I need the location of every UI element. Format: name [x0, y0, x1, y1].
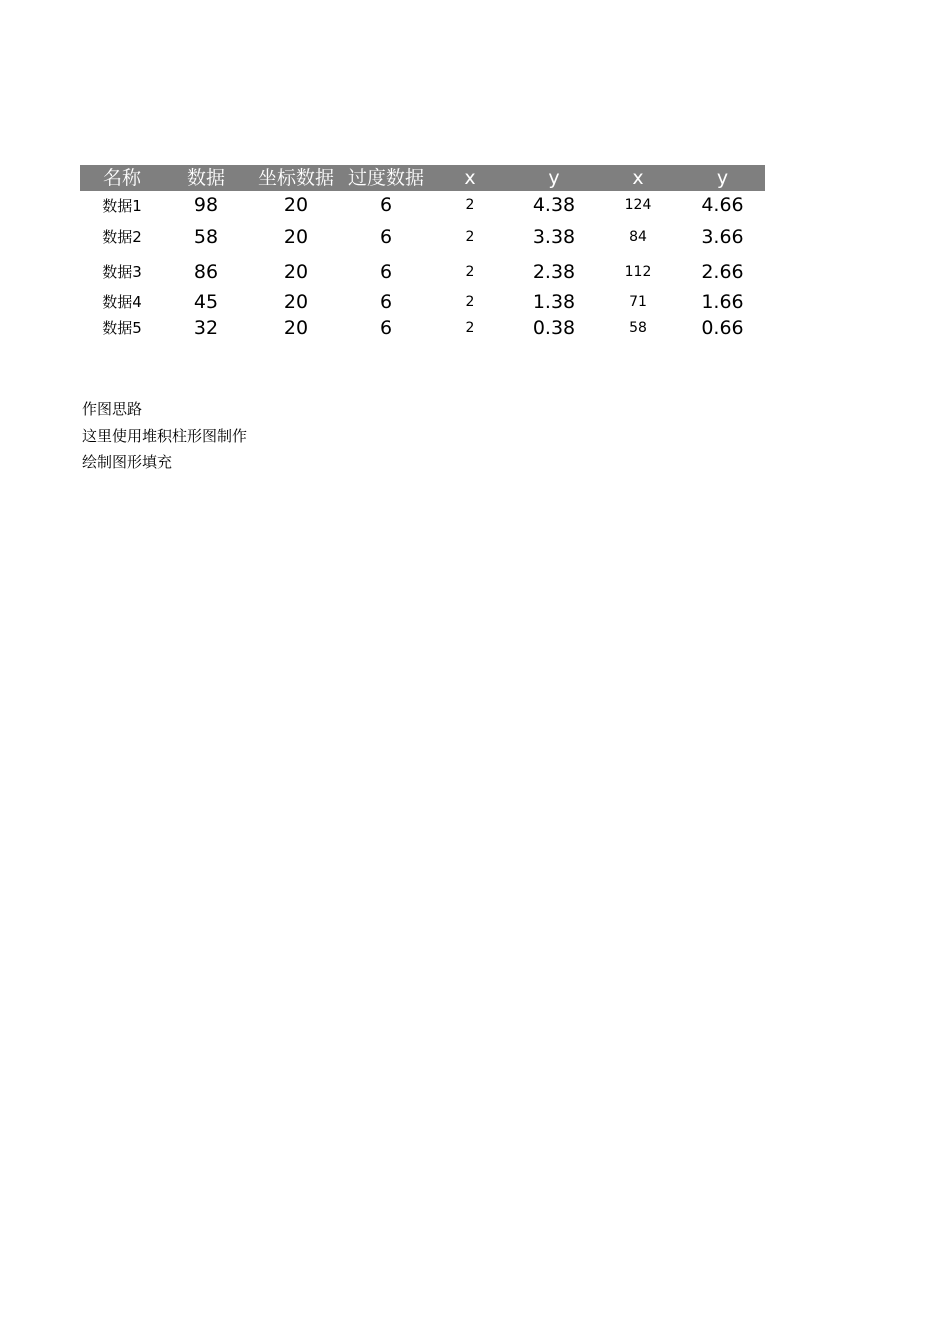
cell-data: 45 — [193, 290, 219, 313]
cell-x2: 124 — [624, 197, 652, 213]
cell-y1: 3.38 — [532, 225, 576, 248]
cell-data: 98 — [193, 194, 219, 216]
table-header-row — [80, 165, 765, 191]
cell-x2: 112 — [624, 263, 652, 280]
cell-x1: 2 — [465, 319, 475, 336]
cell-coord: 20 — [283, 260, 309, 283]
cell-trans: 6 — [379, 290, 393, 313]
header-y1: y — [548, 167, 560, 189]
cell-trans: 6 — [379, 316, 393, 339]
cell-x2: 71 — [629, 293, 647, 310]
table-row — [80, 289, 765, 314]
cell-y2: 2.66 — [701, 260, 744, 283]
cell-x1: 2 — [465, 263, 475, 280]
table-row — [80, 254, 765, 289]
cell-name: 数据4 — [102, 293, 142, 311]
cell-x2: 84 — [629, 228, 647, 245]
table-row — [80, 314, 765, 341]
cell-name: 数据2 — [102, 228, 142, 246]
header-x1: x — [464, 167, 476, 189]
cell-name: 数据5 — [102, 319, 142, 337]
cell-trans: 6 — [379, 225, 393, 248]
cell-data: 86 — [193, 260, 219, 283]
data-table — [80, 165, 765, 341]
cell-trans: 6 — [379, 194, 393, 216]
cell-x2: 58 — [629, 319, 647, 336]
header-coord: 坐标数据 — [257, 167, 334, 189]
cell-name: 数据1 — [102, 196, 142, 215]
header-x2: x — [632, 167, 644, 189]
cell-y2: 1.66 — [701, 290, 744, 313]
note-line: 作图思路 — [82, 400, 143, 418]
cell-coord: 20 — [283, 194, 309, 216]
note-line: 绘制图形填充 — [82, 453, 173, 471]
cell-y1: 0.38 — [532, 316, 576, 339]
cell-x1: 2 — [465, 293, 475, 310]
notes-block — [82, 396, 247, 476]
cell-name: 数据3 — [102, 263, 142, 281]
header-data: 数据 — [186, 167, 225, 189]
cell-trans: 6 — [379, 260, 393, 283]
header-transition: 过度数据 — [347, 167, 424, 189]
cell-y1: 4.38 — [532, 194, 576, 216]
cell-coord: 20 — [283, 316, 309, 339]
table-row — [80, 219, 765, 254]
note-line: 这里使用堆积柱形图制作 — [82, 426, 248, 445]
cell-y2: 0.66 — [701, 316, 744, 339]
header-y2: y — [716, 167, 729, 189]
cell-data: 58 — [193, 225, 219, 248]
cell-coord: 20 — [283, 290, 309, 313]
cell-y2: 3.66 — [701, 225, 744, 248]
cell-data: 32 — [193, 316, 219, 339]
cell-y1: 1.38 — [532, 290, 576, 313]
header-name: 名称 — [102, 167, 141, 189]
cell-coord: 20 — [283, 225, 309, 248]
cell-y1: 2.38 — [532, 260, 576, 283]
cell-x1: 2 — [465, 228, 475, 245]
cell-x1: 2 — [465, 197, 475, 213]
cell-y2: 4.66 — [701, 194, 744, 216]
table-row — [80, 191, 765, 219]
